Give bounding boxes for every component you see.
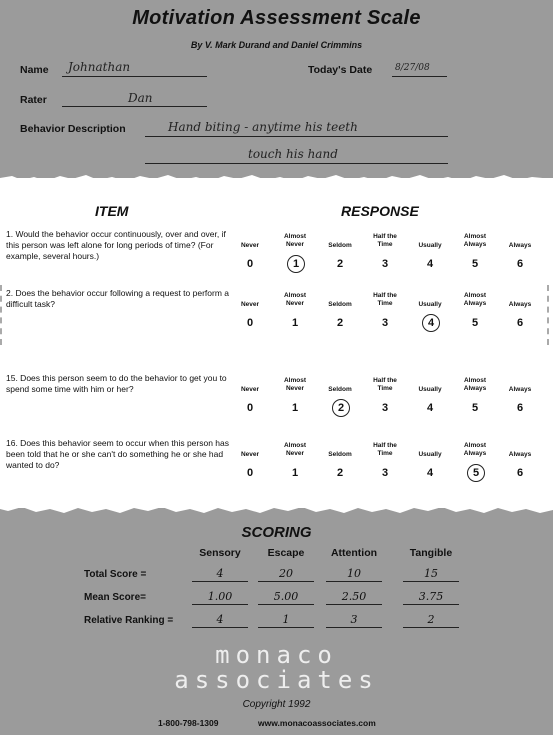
rater-value[interactable]: Dan	[128, 91, 153, 105]
response-option[interactable]: 5	[471, 402, 479, 414]
scoring-column-header: Tangible	[409, 547, 453, 559]
response-label: Half the Time	[373, 233, 397, 248]
item-question: 1. Would the behavior occur continuously, over and over, if this person was left alone for long periods of time? (For example, several hours.)	[6, 229, 226, 261]
scoring-underline	[326, 581, 382, 582]
response-label: Always	[508, 301, 532, 308]
response-option[interactable]: 0	[246, 467, 254, 479]
scoring-value[interactable]: 20	[279, 567, 293, 580]
response-option[interactable]: 2	[336, 317, 344, 329]
response-label: Usually	[418, 386, 442, 393]
scoring-value[interactable]: 1.00	[207, 590, 233, 603]
behavior-line2[interactable]: touch his hand	[248, 147, 338, 161]
response-option[interactable]: 6	[516, 402, 524, 414]
selected-response[interactable]: 1	[287, 255, 305, 273]
response-option[interactable]: 1	[291, 467, 299, 479]
response-label: Usually	[418, 301, 442, 308]
scoring-column-header: Escape	[267, 547, 305, 559]
scoring-value[interactable]: 5.00	[273, 590, 299, 603]
item-question: 16. Does this behavior seem to occur when this person has been told that he or she can't do something he or she had wanted to do?	[6, 438, 230, 470]
response-option[interactable]: 0	[246, 402, 254, 414]
item-heading: ITEM	[95, 203, 129, 219]
phone-number: 1-800-798-1309	[158, 718, 219, 728]
scoring-underline	[192, 604, 248, 605]
logo-monaco: monaco	[215, 641, 338, 669]
scoring-value[interactable]: 2.50	[341, 590, 367, 603]
scoring-column-header: Sensory	[199, 547, 241, 559]
date-value[interactable]: 8/27/08	[395, 63, 430, 73]
scoring-underline	[326, 604, 382, 605]
rater-label: Rater	[20, 94, 47, 106]
response-label: Seldom	[328, 242, 352, 249]
scoring-row-label: Relative Ranking =	[84, 615, 174, 626]
response-option[interactable]: 6	[516, 258, 524, 270]
logo-associates: associates	[174, 666, 379, 694]
scoring-underline	[403, 627, 459, 628]
website[interactable]: www.monacoassociates.com	[258, 718, 376, 728]
response-option[interactable]: 4	[426, 467, 434, 479]
scoring-value[interactable]: 10	[347, 567, 361, 580]
behavior-underline-2	[145, 163, 448, 164]
scoring-value[interactable]: 1	[282, 613, 290, 626]
response-option[interactable]: 6	[516, 467, 524, 479]
response-label: Never	[240, 386, 260, 393]
response-label: Almost Always	[463, 233, 487, 248]
behavior-line1[interactable]: Hand biting - anytime his teeth	[168, 120, 358, 134]
response-option[interactable]: 3	[381, 258, 389, 270]
right-perforation	[547, 285, 553, 345]
scoring-column-header: Attention	[330, 547, 378, 559]
scoring-value[interactable]: 2	[427, 613, 435, 626]
scoring-row-label: Mean Score=	[84, 592, 146, 603]
scoring-heading: SCORING	[241, 524, 312, 541]
response-label: Almost Always	[463, 377, 487, 392]
response-option[interactable]: 3	[381, 317, 389, 329]
behavior-underline-1	[145, 136, 448, 137]
selected-response[interactable]: 2	[332, 399, 350, 417]
response-option[interactable]: 2	[336, 467, 344, 479]
response-label: Seldom	[328, 301, 352, 308]
response-label: Usually	[418, 242, 442, 249]
response-label: Almost Never	[283, 377, 307, 392]
name-label: Name	[20, 64, 49, 76]
response-option[interactable]: 0	[246, 258, 254, 270]
name-value[interactable]: Johnathan	[68, 60, 131, 74]
rater-underline	[62, 106, 207, 107]
response-label: Almost Always	[463, 442, 487, 457]
response-label: Always	[508, 451, 532, 458]
response-label: Almost Always	[463, 292, 487, 307]
response-option[interactable]: 1	[291, 402, 299, 414]
behavior-label: Behavior Description	[20, 123, 126, 135]
scoring-underline	[403, 581, 459, 582]
response-label: Half the Time	[373, 442, 397, 457]
response-label: Usually	[418, 451, 442, 458]
scoring-underline	[326, 627, 382, 628]
torn-edge-bottom	[0, 504, 553, 518]
response-option[interactable]: 3	[381, 402, 389, 414]
response-label: Almost Never	[283, 292, 307, 307]
scoring-row-label: Total Score =	[84, 569, 147, 580]
scoring-underline	[192, 581, 248, 582]
response-label: Always	[508, 386, 532, 393]
selected-response[interactable]: 4	[422, 314, 440, 332]
response-option[interactable]: 4	[426, 258, 434, 270]
response-option[interactable]: 4	[426, 402, 434, 414]
scoring-underline	[258, 627, 314, 628]
response-option[interactable]: 5	[471, 317, 479, 329]
response-label: Seldom	[328, 451, 352, 458]
scoring-underline	[258, 604, 314, 605]
date-underline	[392, 76, 447, 77]
response-label: Always	[508, 242, 532, 249]
response-option[interactable]: 5	[471, 258, 479, 270]
scoring-value[interactable]: 4	[216, 613, 224, 626]
item-question: 15. Does this person seem to do the behavior to get you to spend some time with him or her?	[6, 373, 227, 394]
response-option[interactable]: 2	[336, 258, 344, 270]
torn-edge-top	[0, 172, 553, 186]
response-option[interactable]: 6	[516, 317, 524, 329]
response-label: Never	[240, 301, 260, 308]
scoring-value[interactable]: 3	[350, 613, 358, 626]
name-underline	[62, 76, 207, 77]
response-label: Never	[240, 242, 260, 249]
response-label: Almost Never	[283, 233, 307, 248]
response-label: Half the Time	[373, 292, 397, 307]
scoring-underline	[258, 581, 314, 582]
response-option[interactable]: 3	[381, 467, 389, 479]
copyright: Copyright 1992	[242, 699, 311, 710]
form-title: Motivation Assessment Scale	[132, 7, 421, 29]
response-label: Almost Never	[283, 442, 307, 457]
scoring-underline	[192, 627, 248, 628]
scoring-underline	[403, 604, 459, 605]
item-question: 2. Does the behavior occur following a request to perform a difficult task?	[6, 288, 230, 309]
response-option[interactable]: 0	[246, 317, 254, 329]
response-label: Seldom	[328, 386, 352, 393]
response-heading: RESPONSE	[341, 203, 419, 219]
response-label: Half the Time	[373, 377, 397, 392]
response-option[interactable]: 1	[291, 317, 299, 329]
response-label: Never	[240, 451, 260, 458]
form-authors: By V. Mark Durand and Daniel Crimmins	[190, 40, 363, 50]
scoring-value[interactable]: 4	[216, 567, 224, 580]
scoring-value[interactable]: 15	[424, 567, 438, 580]
date-label: Today's Date	[308, 64, 373, 76]
scoring-value[interactable]: 3.75	[418, 590, 444, 603]
selected-response[interactable]: 5	[467, 464, 485, 482]
